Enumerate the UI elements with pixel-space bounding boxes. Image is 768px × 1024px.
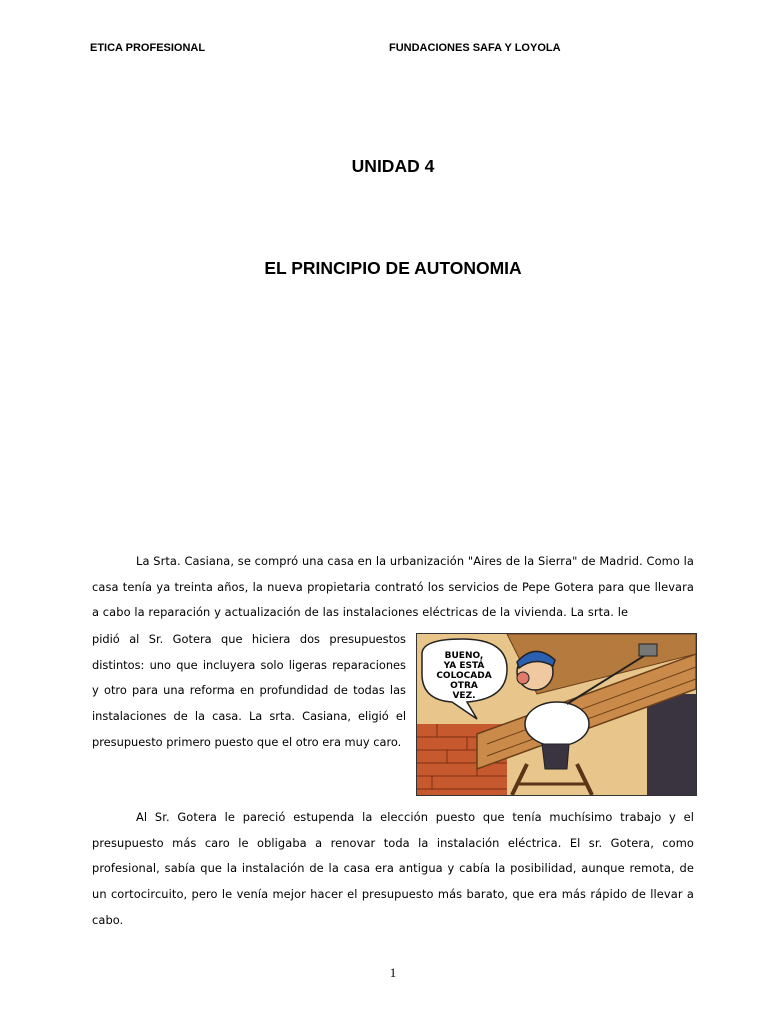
paragraph-2 xyxy=(92,805,694,934)
unit-title: UNIDAD 4 xyxy=(351,156,435,176)
chapter-title: EL PRINCIPIO DE AUTONOMIA xyxy=(264,258,522,278)
paragraph-1-text: La Srta. Casiana, se compró una casa en la urbanización "Aires de la Sierra" de Madrid. Como la casa tenía ya treinta años, la nueva propietaria contrató los servicios de Pepe Gotera para que llevara a cabo la reparación y actualización de las instalaciones eléctricas de la vivienda. La srta. le xyxy=(92,554,694,620)
page-number: 1 xyxy=(389,965,397,980)
speech-line-4: OTRA xyxy=(450,681,478,691)
header-institution: FUNDACIONES SAFA Y LOYOLA xyxy=(389,42,561,54)
speech-line-5: VEZ. xyxy=(452,691,476,701)
speech-line-2: YA ESTÁ xyxy=(443,661,485,671)
paragraph-1-continuation: pidió al Sr. Gotera que hiciera dos presupuestos distintos: uno que incluyera solo ligeras reparaciones y otro para una reforma en profundidad de todas las instalaciones de la casa. La srta. Casiana, eligió el presupuesto primero puesto que el otro era muy caro. xyxy=(92,632,406,749)
header-course-title: ETICA PROFESIONAL xyxy=(90,42,206,54)
character-body xyxy=(525,702,589,746)
comic-illustration xyxy=(416,633,697,796)
paragraph-2-text: Al Sr. Gotera le pareció estupenda la elección puesto que tenía muchísimo trabajo y el presupuesto más caro le obligaba a renovar toda la instalación eléctrica. El sr. Gotera, como profesional, sabía que la instalación de la casa era antigua y cabía la posibilidad, aunque remota, de un cortocircuito, pero le venía mejor hacer el presupuesto más barato, que era más rápido de llevar a cabo. xyxy=(92,810,694,927)
character-legs xyxy=(542,744,569,769)
comic-panel xyxy=(417,634,696,795)
speech-line-3: COLOCADA xyxy=(436,671,492,681)
paragraph-1 xyxy=(92,549,694,626)
character-nose xyxy=(517,672,529,684)
speech-line-1: BUENO, xyxy=(444,651,484,661)
hammer-icon xyxy=(639,644,657,656)
dark-doorway xyxy=(647,694,696,795)
